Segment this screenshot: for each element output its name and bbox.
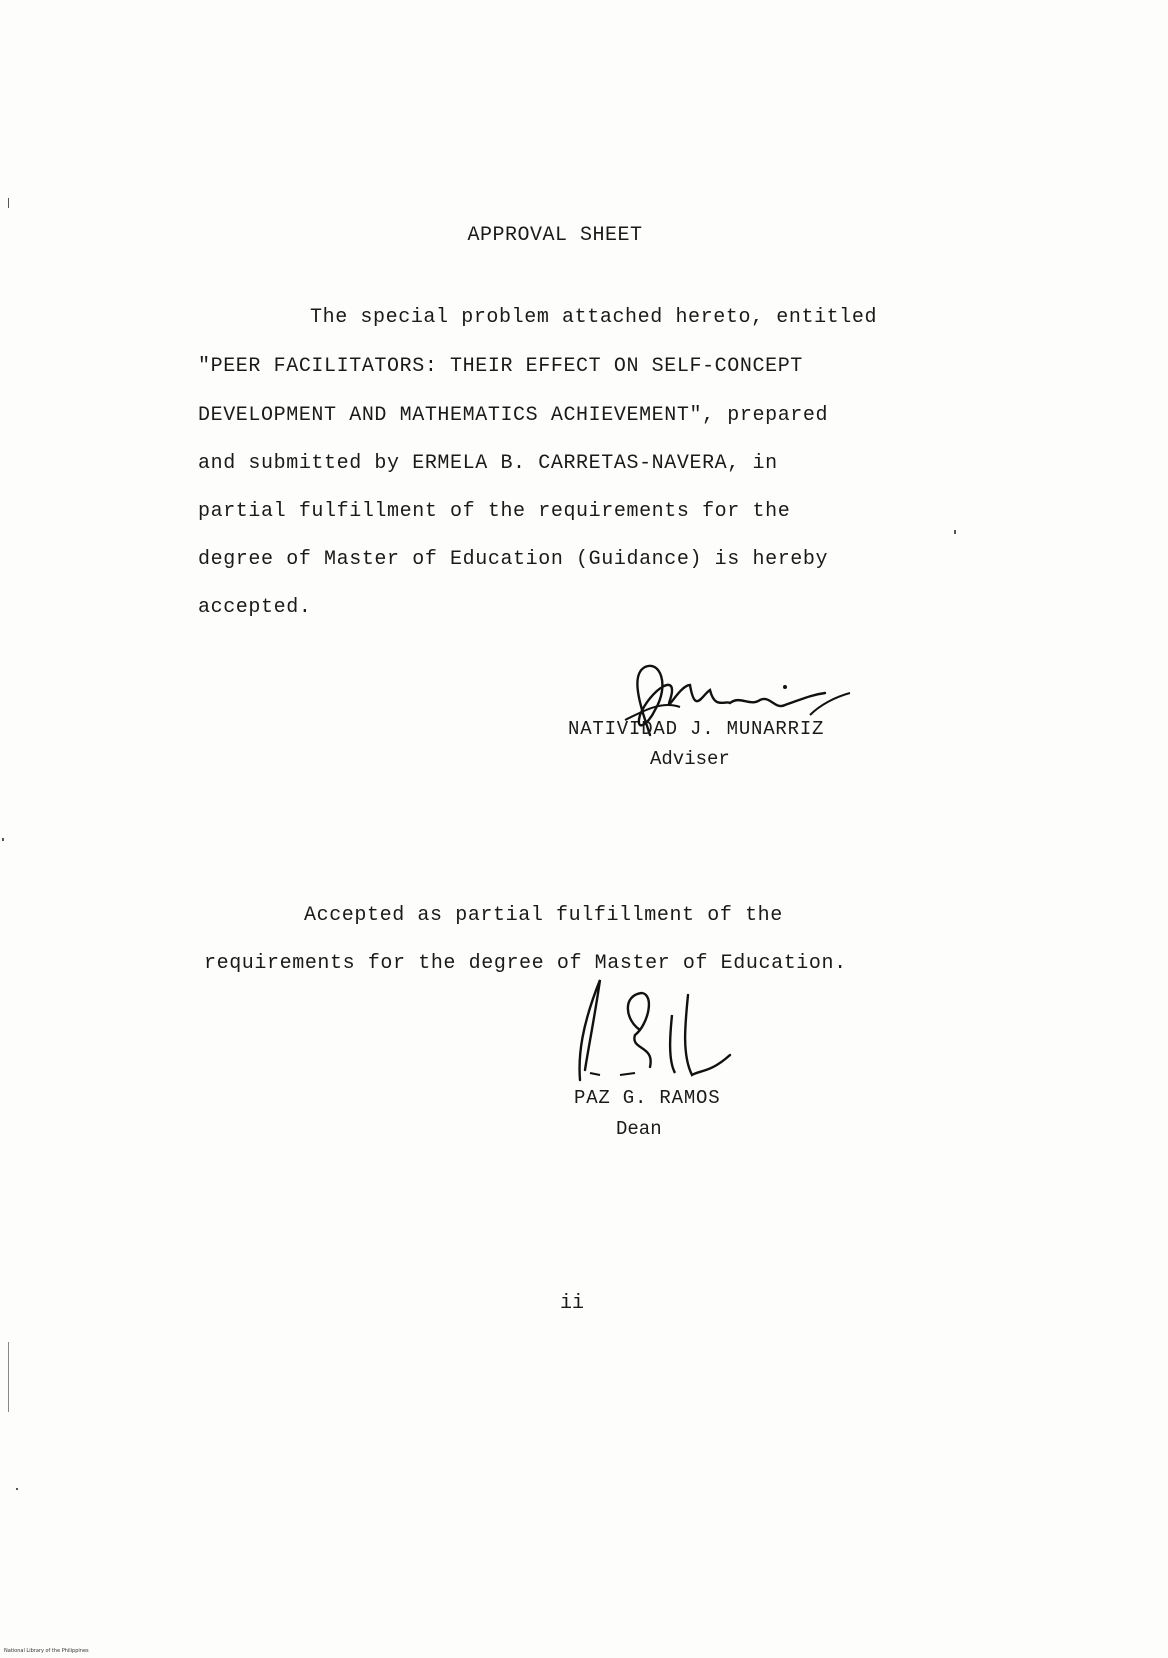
dean-name: PAZ G. RAMOS <box>574 1087 721 1109</box>
scan-mark <box>2 838 4 841</box>
paragraph-line: and submitted by ERMELA B. CARRETAS-NAVERA, in <box>198 452 778 475</box>
scan-mark <box>954 530 956 534</box>
acceptance-line: Accepted as partial fulfillment of the <box>304 904 783 927</box>
dean-role: Dean <box>616 1118 662 1140</box>
page-title: APPROVAL SHEET <box>467 224 643 247</box>
paragraph-line: partial fulfillment of the requirements for the <box>198 500 791 523</box>
paragraph-line: degree of Master of Education (Guidance) is hereby <box>198 548 829 571</box>
acceptance-line: requirements for the degree of Master of Education. <box>204 952 847 975</box>
scan-mark <box>16 1488 18 1490</box>
adviser-role: Adviser <box>650 748 730 770</box>
paragraph-line: The special problem attached hereto, entitled <box>310 306 878 329</box>
footer-text: National Library of the Philippines <box>4 1648 89 1654</box>
adviser-name: NATIVIDAD J. MUNARRIZ <box>568 718 825 740</box>
paragraph-line: "PEER FACILITATORS: THEIR EFFECT ON SELF-CONCEPT <box>198 355 803 378</box>
paragraph-line: accepted. <box>198 596 312 619</box>
dean-signature <box>560 975 760 1090</box>
scan-mark <box>8 1342 9 1412</box>
scan-mark <box>8 198 9 208</box>
page-number: ii <box>560 1292 585 1315</box>
paragraph-line: DEVELOPMENT AND MATHEMATICS ACHIEVEMENT", prepared <box>198 404 829 427</box>
